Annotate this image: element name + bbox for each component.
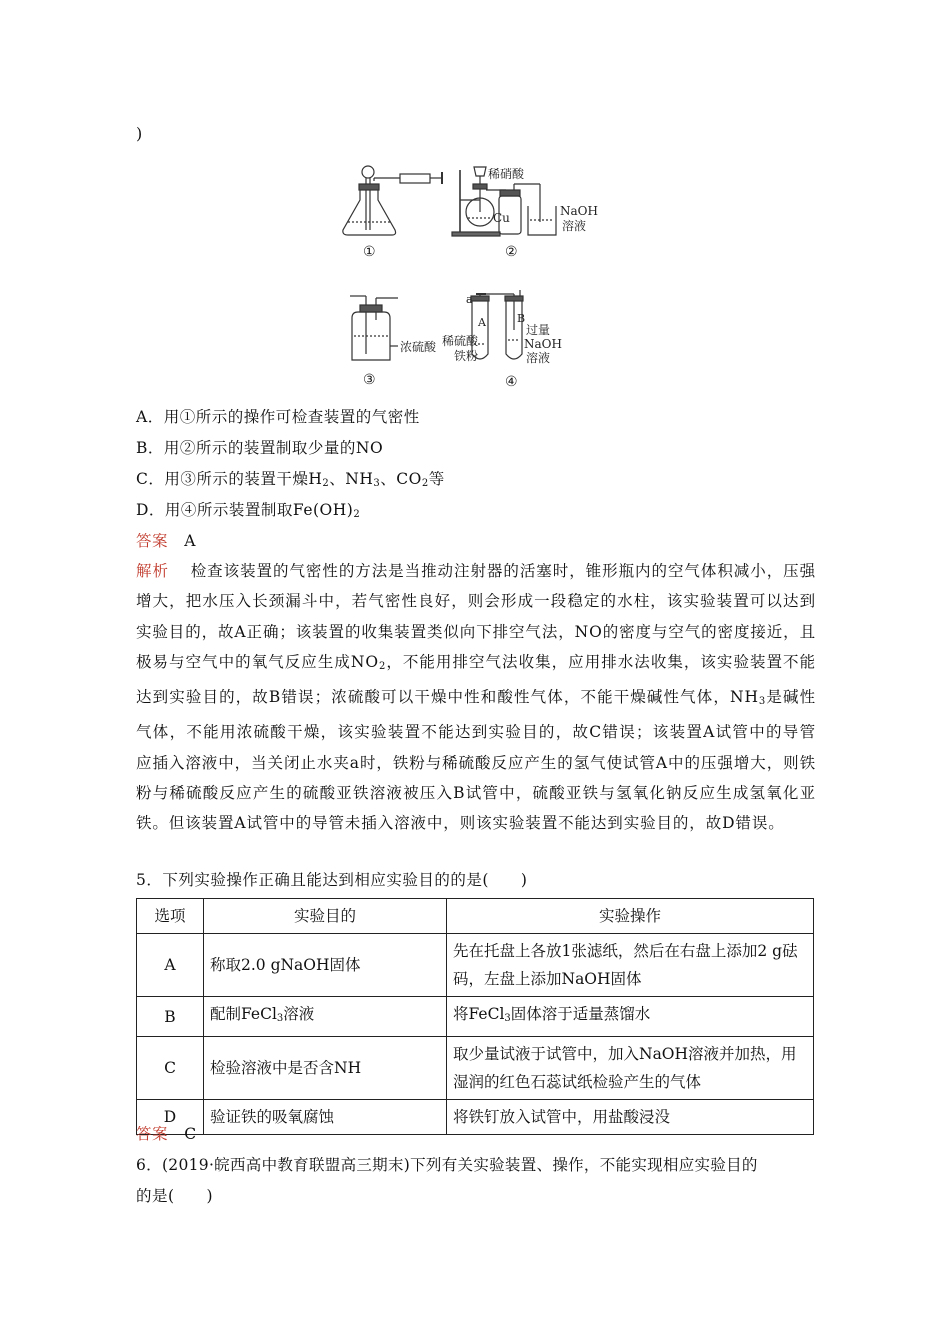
fig-label-1: ① bbox=[363, 244, 376, 260]
label-tube-B: B bbox=[517, 312, 526, 325]
table-header-row bbox=[137, 899, 814, 934]
table-row bbox=[137, 1037, 814, 1100]
q5-table bbox=[136, 898, 814, 1135]
label-dilute-nitric: 稀硝酸 bbox=[488, 167, 525, 181]
top-paren: ) bbox=[136, 124, 143, 143]
table-cell: 先在托盘上各放1张滤纸，然后在右盘上添加2 g砝码，左盘上添加NaOH固体 bbox=[447, 934, 814, 997]
table-row bbox=[137, 1100, 814, 1135]
label-naoh-1: NaOH bbox=[560, 204, 598, 218]
table-cell: B bbox=[137, 997, 204, 1037]
apparatus-3 bbox=[350, 296, 398, 360]
fig-label-2: ② bbox=[505, 244, 518, 260]
label-a: a bbox=[466, 293, 473, 306]
apparatus-figure bbox=[0, 0, 950, 400]
table-row bbox=[137, 997, 814, 1037]
table-cell: 将FeCl$_3$固体溶于适量蒸馏水 bbox=[447, 997, 814, 1037]
label-dilute-sulfuric: 稀硫酸 bbox=[442, 334, 479, 348]
apparatus-1 bbox=[343, 166, 442, 235]
table-cell: 取少量试液于试管中，加入NaOH溶液并加热，用湿润的红色石蕊试纸检验产生的气体 bbox=[447, 1037, 814, 1100]
label-tube-A: A bbox=[478, 316, 486, 329]
label-naoh-sol-1: 溶液 bbox=[562, 219, 587, 233]
table-cell: C bbox=[137, 1037, 204, 1100]
table-cell: 配制FeCl$_3$溶液 bbox=[204, 997, 447, 1037]
table-header: 选项 bbox=[137, 899, 204, 934]
answer-1: 答案 A bbox=[136, 532, 196, 550]
q5-stem: 5．下列实验操作正确且能达到相应实验目的的是( ) bbox=[136, 871, 528, 889]
label-naoh-2: NaOH bbox=[524, 337, 562, 351]
table-cell: 检验溶液中是否含NH bbox=[204, 1037, 447, 1100]
label-excess: 过量 bbox=[526, 323, 551, 337]
fig-label-4: ④ bbox=[505, 374, 518, 390]
answer-2: 答案 C bbox=[136, 1125, 197, 1143]
table-cell: 称取2.0 gNaOH固体 bbox=[204, 934, 447, 997]
explanation: 解析 检查该装置的气密性的方法是当推动注射器的活塞时，锥形瓶内的空气体积减小，压强增大，把水压入长颈漏斗中，若气密性良好，则会形成一段稳定的水柱，该实验装置可以达到实验目的，故A正确；该装置的收集装置类似向下排空气法，NO的密度与空气的密度接近，且极易与空气中的氧气反应生成$NO_2$，不能用排空气法收集，应用排水法收集，该实验装置不能达到实验目的，故B错误；浓硫酸可以干燥中性和酸性气体，不能干燥碱性气体，$NH_3$是碱性气体，不能用浓硫酸干燥，该实验装置不能达到实验目的，故C错误；该装置A试管中的导管应插入溶液中，当关闭止水夹a时，铁粉与稀硫酸反应产生的氢气使试管A中的压强增大，则铁粉与稀硫酸反应产生的硫酸亚铁溶液被压入B试管中，硫酸亚铁与氢氧化钠反应生成氢氧化亚铁。但该装置A试管中的导管未插入溶液中，则该实验装置不能达到实验目的，故D错误。 bbox=[136, 562, 817, 833]
option-c: C．用③所示的装置干燥$H_2$、$NH_3$、$CO_2$等 bbox=[136, 470, 445, 489]
table-cell: A bbox=[137, 934, 204, 997]
table-cell: 验证铁的吸氧腐蚀 bbox=[204, 1100, 447, 1135]
q6-line-2: 的是( ) bbox=[136, 1187, 214, 1205]
fig-label-3: ③ bbox=[363, 372, 376, 388]
table-header: 实验操作 bbox=[447, 899, 814, 934]
option-a: A．用①所示的操作可检查装置的气密性 bbox=[136, 408, 420, 426]
option-d: D．用④所示装置制取$Fe(OH)_2$ bbox=[136, 501, 361, 520]
label-iron-powder: 铁粉 bbox=[454, 349, 479, 363]
option-b: B．用②所示的装置制取少量的NO bbox=[136, 439, 384, 457]
q6-line-1: 6．(2019·皖西高中教育联盟高三期末)下列有关实验装置、操作，不能实现相应实验目的 bbox=[136, 1156, 758, 1174]
table-row bbox=[137, 934, 814, 997]
table-cell: D bbox=[137, 1100, 204, 1135]
label-cu: Cu bbox=[493, 211, 510, 225]
table-header: 实验目的 bbox=[204, 899, 447, 934]
label-conc-sulfuric: 浓硫酸 bbox=[400, 340, 437, 354]
label-naoh-sol-2: 溶液 bbox=[526, 351, 551, 365]
table-cell: 将铁钉放入试管中，用盐酸浸没 bbox=[447, 1100, 814, 1135]
